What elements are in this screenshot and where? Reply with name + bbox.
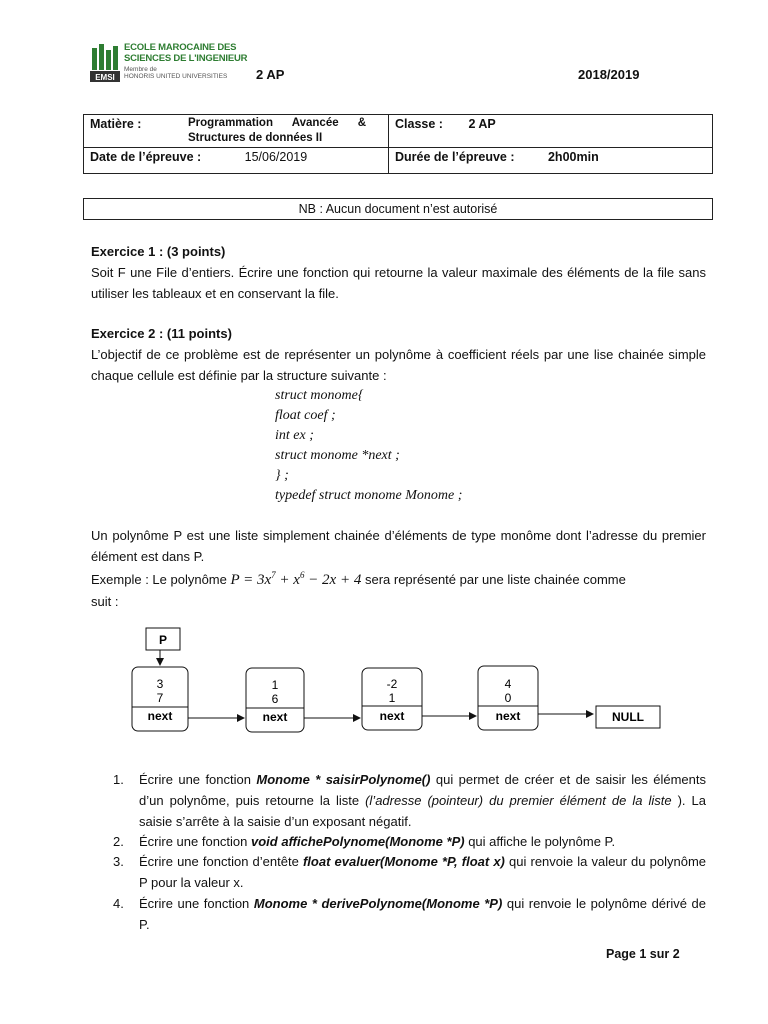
date-label: Date de l’épreuve : (90, 150, 202, 164)
node-next: next (379, 709, 405, 723)
subject-cell (84, 115, 389, 148)
class-label: Classe : (395, 117, 443, 131)
question-text: Écrire une fonction d’entête (139, 854, 303, 869)
date-cell (84, 148, 389, 174)
ex2-title: Exercice 2 : (11 points) (91, 326, 232, 341)
head-pointer-label: P (158, 633, 168, 647)
code-line: int ex ; (275, 428, 314, 443)
question-text: ). La saisie s’arrête à la saisie d’un exposant négatif. (139, 793, 707, 829)
code-line: float coef ; (275, 408, 336, 423)
date-value: 15/06/2019 (244, 150, 308, 164)
node-exp: 0 (504, 691, 512, 705)
question-text: qui renvoie la valeur du polynôme P pour la valeur x. (139, 854, 706, 890)
linked-list-diagram (120, 622, 700, 747)
duration-value: 2h00min (547, 150, 599, 164)
ex1-text: Soit F une File d’entiers. Écrire une fonction qui retourne la valeur maximale des éléments de la file sans utiliser les tableaux et en conservant la file. (91, 265, 706, 301)
node-exp: 7 (156, 691, 164, 705)
header-year: 2018/2019 (578, 67, 640, 82)
question-text: qui permet de créer et de saisir les éléments d’un polynôme, puis retourne la liste (139, 772, 706, 808)
subject-line1: Programmation Avancée & (188, 117, 367, 129)
logo-abbr: EMSI (95, 73, 115, 82)
question-number: 3. (113, 854, 124, 869)
node-next: next (147, 709, 173, 723)
question-number: 2. (113, 834, 124, 849)
polynomial-formula: $P = 3x^7 + x^6 - 2x + 4$ (230, 570, 362, 588)
emsi-logo-icon (90, 42, 120, 82)
ex2-example (91, 565, 706, 612)
duration-cell (389, 148, 713, 174)
question-number: 4. (113, 896, 124, 911)
question-signature: void affichePolynome(Monome *P) (251, 834, 465, 849)
question-text: Écrire une fonction (139, 834, 252, 849)
logo-name-line2: SCIENCES DE L'INGENIEUR (124, 53, 248, 64)
header-level: 2 AP (256, 67, 285, 82)
node-coef: 3 (156, 677, 164, 691)
node-coef: 1 (271, 678, 279, 692)
list-node (478, 666, 538, 730)
ex1-title: Exercice 1 : (3 points) (91, 244, 226, 259)
question-number: 1. (113, 772, 124, 787)
school-logo (90, 42, 248, 82)
list-node (246, 668, 304, 732)
question-signature: float evaluer(Monome *P, float x) (302, 854, 505, 869)
logo-member-line: Membre de (124, 66, 157, 73)
page-number: Page 1 sur 2 (606, 947, 680, 961)
node-coef: -2 (386, 677, 398, 691)
node-next: next (262, 710, 288, 724)
question-text: qui renvoie le polynôme dérivé de P. (139, 896, 706, 932)
code-line: typedef struct monome Monome ; (275, 488, 463, 503)
code-line: } ; (275, 468, 289, 483)
nb-notice: NB : Aucun document n’est autorisé (83, 198, 713, 220)
logo-name-line1: ECOLE MAROCAINE DES (124, 42, 237, 53)
example-prefix: Exemple : Le polynôme (91, 572, 227, 587)
example-end: suit : (91, 594, 119, 609)
exam-info-table (83, 114, 713, 174)
subject-label: Matière : (90, 117, 142, 131)
question-signature: Monome * saisirPolynome() (256, 772, 431, 787)
question-text: Écrire une fonction (139, 896, 254, 911)
class-value: 2 AP (468, 117, 496, 131)
null-label: NULL (612, 710, 644, 724)
node-exp: 6 (271, 692, 279, 706)
question-signature: Monome * derivePolynome(Monome *P) (253, 896, 503, 911)
code-line: struct monome{ (275, 388, 364, 403)
question-note: (l’adresse (pointeur) du premier élément de la liste (365, 793, 672, 808)
list-node (362, 668, 422, 730)
question-text: Écrire une fonction (139, 772, 257, 787)
question-text: qui affiche le polynôme P. (464, 834, 616, 849)
node-next: next (495, 709, 521, 723)
class-cell (389, 115, 713, 148)
node-exp: 1 (388, 691, 396, 705)
logo-network-line: HONORIS UNITED UNIVERSITIES (124, 73, 228, 80)
example-suffix: sera représenté par une liste chainée comme (364, 572, 626, 587)
ex2-intro: L’objectif de ce problème est de représenter un polynôme à coefficient réels par une lise chainée simple chaque cellule est définie par la structure suivante : (91, 347, 706, 383)
node-coef: 4 (504, 677, 512, 691)
duration-label: Durée de l’épreuve : (395, 150, 515, 164)
subject-line2: Structures de données II (188, 132, 323, 144)
ex2-para2: Un polynôme P est une liste simplement chainée d’éléments de type monôme dont l’adresse du premier élément est dans P. (91, 528, 706, 564)
list-node (132, 667, 188, 731)
code-line: struct monome *next ; (275, 448, 400, 463)
struct-code-block (275, 386, 462, 506)
question-1 (91, 769, 706, 832)
